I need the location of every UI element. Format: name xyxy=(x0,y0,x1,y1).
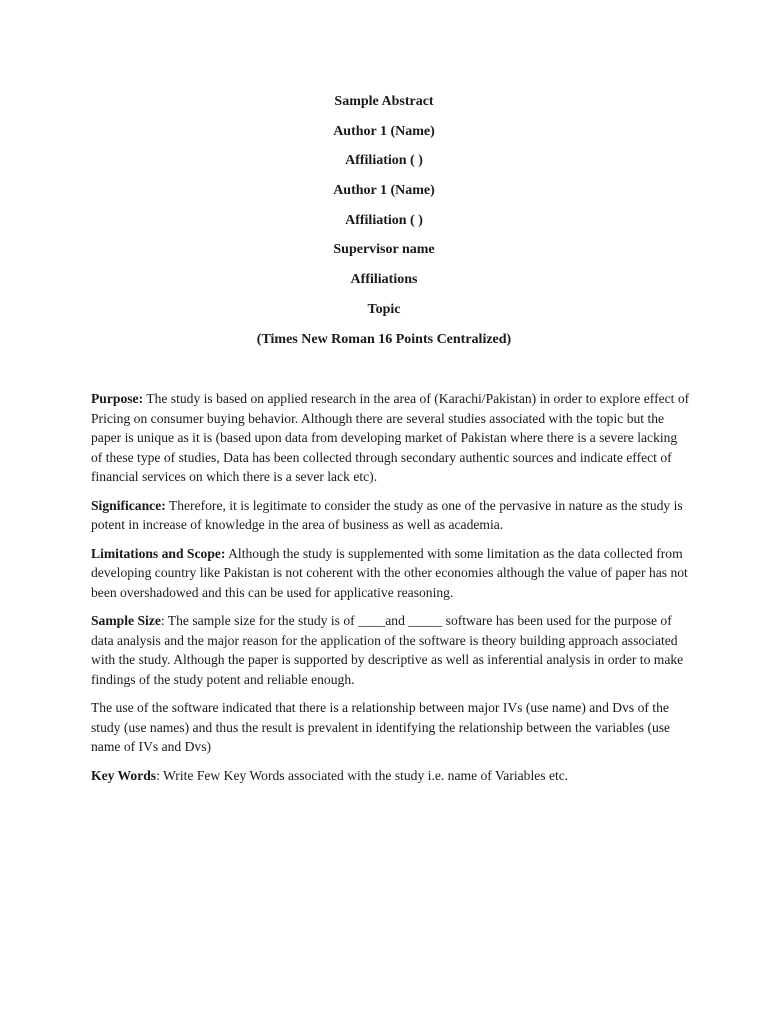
sample-size-text: : The sample size for the study is of ____and _____ software has been used for the purpose of data analysis and the major reason for the application of the software is theory building approach associated with the study. Although the paper is supported by descriptive as well as inferential analysis in order to make findings of the study potent and reliable enough. xyxy=(91,613,684,687)
limitations-text: Although the study is supplemented with some limitation as the data collected from developing country like Pakistan is not coherent with the other economies although the value of paper has not been overshadowed and this can be used for applicative reasoning. xyxy=(91,545,688,600)
limitations-label: Limitations and Scope: xyxy=(91,545,226,561)
abstract-body xyxy=(91,389,691,794)
title-block xyxy=(0,93,768,360)
key-words-text: : Write Few Key Words associated with the study i.e. name of Variables etc. xyxy=(156,767,569,783)
purpose-label: Purpose: xyxy=(91,391,144,406)
purpose-paragraph xyxy=(91,389,691,487)
significance-label: Significance: xyxy=(91,497,166,513)
limitations-paragraph xyxy=(91,544,691,603)
purpose-text: The study is based on applied research in the area of (Karachi/Pakistan) in order to explore effect of Pricing on consumer buying behavior. Although there are several studies associated with the topic but the paper is unique as it is (based upon data from developing market of Pakistan where there is a severe lacking of these type of studies, Data has been collected through secondary authentic sources and indicate effect of financial services on which there is a sever lack etc). xyxy=(91,391,690,484)
sample-size-label: Sample Size xyxy=(91,613,161,628)
sample-size-paragraph xyxy=(91,611,691,689)
software-use-paragraph: The use of the software indicated that there is a relationship between major IVs (use name) and Dvs of the study (use names) and thus the result is prevalent in identifying the relationship between the variables (use name of IVs and Dvs) xyxy=(91,700,671,754)
author-2-affiliation: Affiliation ( ) xyxy=(345,212,423,228)
format-note: (Times New Roman 16 Points Centralized) xyxy=(256,331,512,347)
key-words-paragraph xyxy=(91,766,691,786)
significance-paragraph xyxy=(91,496,691,535)
supervisor-name: Supervisor name xyxy=(333,242,435,258)
significance-text: Therefore, it is legitimate to consider the study as one of the pervasive in nature as the study is potent in increase of knowledge in the area of business as well as academia. xyxy=(91,497,683,532)
author-1-name: Author 1 (Name) xyxy=(333,123,435,139)
author-1-affiliation: Affiliation ( ) xyxy=(345,153,423,169)
key-words-label: Key Words xyxy=(91,767,157,783)
supervisor-affiliations: Affiliations xyxy=(350,272,418,288)
abstract-title: Sample Abstract xyxy=(334,94,434,109)
topic: Topic xyxy=(367,301,401,317)
author-2-name: Author 1 (Name) xyxy=(333,183,435,199)
